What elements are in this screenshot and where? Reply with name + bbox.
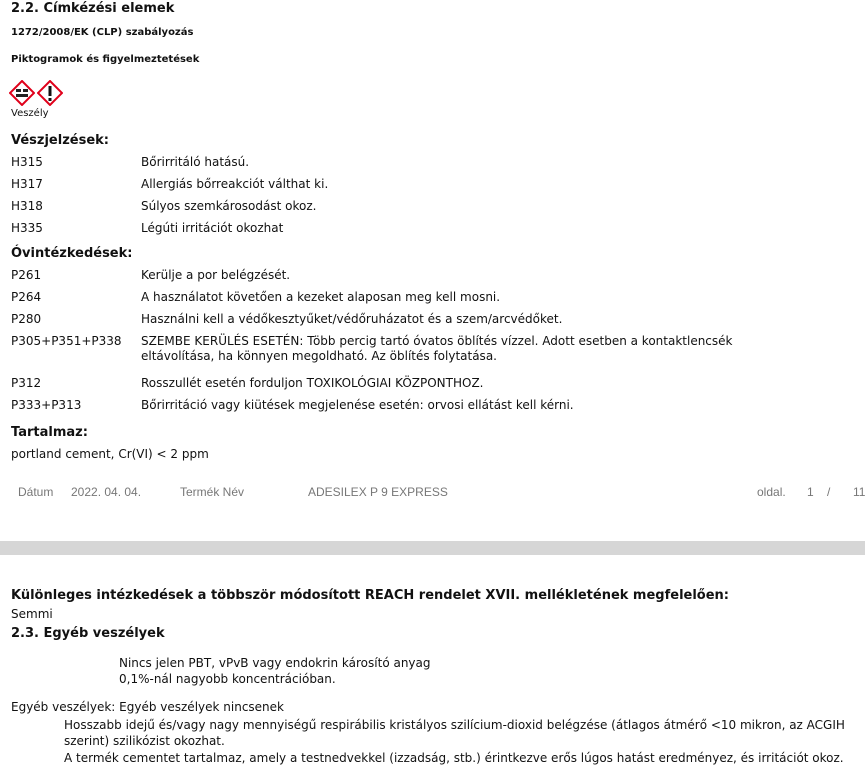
footer-product-value: ADESILEX P 9 EXPRESS [308, 485, 448, 499]
footer-page-current: 1 [807, 485, 814, 499]
precaution-text: Használni kell a védőkesztyűket/védőruházatot és a szem/arcvédőket. [141, 312, 563, 326]
precaution-code: P305+P351+P338 [11, 334, 122, 348]
precaution-row [11, 376, 861, 396]
precaution-row [11, 334, 861, 370]
contains-text: portland cement, Cr(VI) < 2 ppm [11, 447, 209, 461]
hazard-row [11, 221, 861, 241]
pbt-text: Nincs jelen PBT, vPvB vagy endokrin károsító anyag 0,1%-nál nagyobb koncentrációban. [119, 656, 431, 686]
hazard-code: H335 [11, 221, 43, 235]
pictograms-heading: Piktogramok és figyelmeztetések [11, 54, 200, 65]
hazard-row [11, 155, 861, 175]
precaution-code: P280 [11, 312, 42, 326]
silica-text: Hosszabb idejű és/vagy nagy mennyiségű respirábilis kristályos szilícium-dioxid belégzése (átlagos átmérő <10 mikron, az ACGIH szerint) szilikózist okozhat. [64, 718, 845, 748]
other-hazards-line: Egyéb veszélyek: Egyéb veszélyek nincsenek [11, 700, 284, 714]
precaution-row [11, 312, 861, 332]
hazard-heading: Vészjelzések: [11, 133, 109, 148]
precaution-text: A használatot követően a kezeket alaposan meg kell mosni. [141, 290, 501, 304]
corrosion-pictogram-icon [9, 80, 35, 106]
exclamation-pictogram-icon [37, 80, 63, 106]
footer-date-label: Dátum [18, 485, 54, 499]
hazard-code: H318 [11, 199, 43, 213]
footer-page-total: 11 [853, 485, 865, 499]
contains-heading: Tartalmaz: [11, 425, 88, 440]
footer-page-separator: / [827, 485, 831, 499]
other-hazards-title: 2.3. Egyéb veszélyek [11, 626, 165, 641]
cement-text: A termék cementet tartalmaz, amely a testnedvekkel (izzadság, stb.) érintkezve erős lúgos hatást eredményez, és irritációt okoz. [64, 751, 844, 765]
signal-word: Veszély [11, 108, 49, 119]
hazard-text: Légúti irritációt okozhat [141, 221, 284, 235]
hazard-code: H315 [11, 155, 43, 169]
hazard-row [11, 177, 861, 197]
precaution-text: SZEMBE KERÜLÉS ESETÉN: Több percig tartó óvatos öblítés vízzel. Adott esetben a kontaktlencsék eltávolítása, ha könnyen megoldható. Az öblítés folytatása. [141, 334, 733, 363]
precaution-text: Rosszullét esetén forduljon TOXIKOLÓGIAI KÖZPONTHOZ. [141, 376, 484, 390]
precaution-text: Bőrirritáció vagy kiütések megjelenése esetén: orvosi ellátást kell kérni. [141, 398, 574, 412]
precaution-row [11, 398, 861, 418]
precaution-code: P264 [11, 290, 42, 304]
reach-value: Semmi [11, 607, 53, 621]
section-title: 2.2. Címkézési elemek [11, 1, 175, 16]
footer-page-label: oldal. [757, 485, 786, 499]
footer-date-value: 2022. 04. 04. [71, 485, 142, 499]
footer-product-label: Termék Név [180, 485, 245, 499]
precaution-text: Kerülje a por belégzését. [141, 268, 291, 282]
precaution-heading: Óvintézkedések: [11, 246, 133, 261]
hazard-text: Bőrirritáló hatású. [141, 155, 250, 169]
hazard-row [11, 199, 861, 219]
page-separator [0, 541, 865, 555]
precaution-code: P261 [11, 268, 42, 282]
hazard-code: H317 [11, 177, 43, 191]
regulation-label: 1272/2008/EK (CLP) szabályozás [11, 27, 194, 38]
precaution-row [11, 290, 861, 310]
hazard-text: Súlyos szemkárosodást okoz. [141, 199, 317, 213]
precaution-code: P333+P313 [11, 398, 82, 412]
hazard-text: Allergiás bőrreakciót válthat ki. [141, 177, 329, 191]
precaution-code: P312 [11, 376, 42, 390]
reach-heading: Különleges intézkedések a többször módosított REACH rendelet XVII. mellékletének megfelelően: [11, 588, 730, 603]
precaution-row [11, 268, 861, 288]
